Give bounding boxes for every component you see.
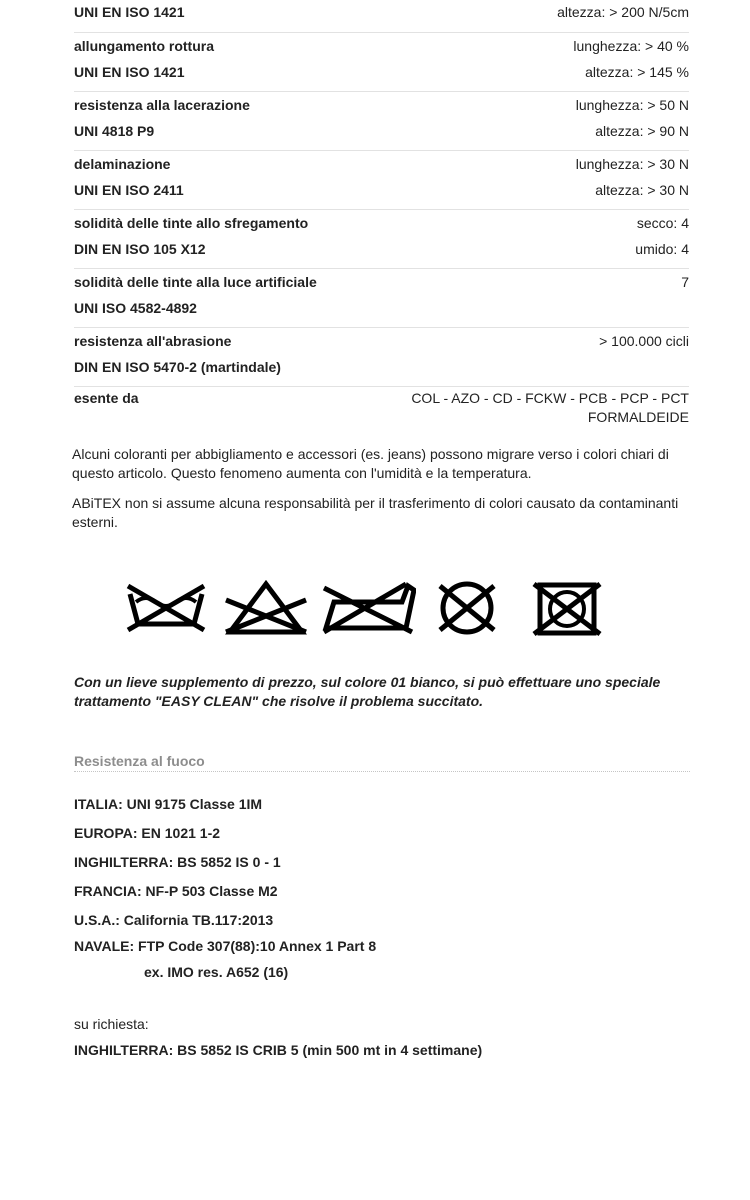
spec-label: resistenza alla lacerazione (74, 97, 250, 113)
no-iron-icon (320, 580, 416, 636)
spec-label: delaminazione (74, 156, 171, 172)
no-tumble-dry-icon (530, 580, 604, 636)
spec-label: esente da (74, 390, 139, 406)
fire-usa: U.S.A.: California TB.117:2013 (74, 912, 274, 928)
spec-row (74, 387, 689, 433)
spec-value: altezza: > 200 N/5cm (557, 4, 689, 20)
spec-value: lunghezza: > 40 % (573, 38, 689, 54)
spec-value: COL - AZO - CD - FCKW - PCB - PCP - PCT (411, 390, 689, 406)
fire-navale: NAVALE: FTP Code 307(88):10 Annex 1 Part 8 (74, 938, 377, 954)
spec-value: secco: 4 (636, 215, 689, 231)
fire-inghilterra: INGHILTERRA: BS 5852 IS 0 - 1 (74, 854, 281, 870)
fire-italia-value: : UNI 9175 Classe 1IM (118, 796, 263, 812)
spec-value: lunghezza: > 30 N (575, 156, 689, 172)
spec-row (74, 269, 689, 328)
fire-resistance-heading: Resistenza al fuoco (74, 753, 690, 772)
spec-value: umido: 4 (635, 241, 689, 257)
spec-value: altezza: > 90 N (595, 123, 689, 139)
spec-row (74, 92, 689, 151)
spec-standard: UNI ISO 4582-4892 (74, 300, 197, 316)
spec-value: > 100.000 cicli (599, 333, 689, 349)
fire-europa: EUROPA: EN 1021 1-2 (74, 825, 221, 841)
spec-row (74, 0, 689, 33)
on-request-label: su richiesta: (74, 1016, 149, 1032)
spec-label: resistenza all'abrasione (74, 333, 232, 349)
spec-table (74, 0, 689, 433)
no-dry-clean-icon (432, 580, 502, 636)
spec-standard: UNI EN ISO 1421 (74, 64, 185, 80)
no-bleach-icon (224, 580, 308, 636)
fire-italia (74, 796, 262, 812)
spec-value: FORMALDEIDE (587, 409, 689, 425)
spec-row (74, 210, 689, 269)
spec-standard: DIN EN ISO 105 X12 (74, 241, 206, 257)
spec-label: solidità delle tinte allo sfregamento (74, 215, 309, 231)
fire-francia: FRANCIA: NF-P 503 Classe M2 (74, 883, 278, 899)
spec-value: lunghezza: > 50 N (575, 97, 689, 113)
spec-row (74, 33, 689, 92)
spec-standard: UNI EN ISO 2411 (74, 182, 184, 198)
spec-value: altezza: > 30 N (595, 182, 689, 198)
liability-note: ABiTEX non si assume alcuna responsabilità per il trasferimento di colori causato da contaminanti esterni. (72, 495, 679, 530)
spec-row (74, 328, 689, 387)
spec-label: UNI EN ISO 1421 (74, 4, 185, 20)
spec-label: allungamento rottura (74, 38, 215, 54)
spec-value: 7 (681, 274, 689, 290)
fire-on-request: INGHILTERRA: BS 5852 IS CRIB 5 (min 500 mt in 4 settimane) (74, 1042, 483, 1058)
spec-standard: UNI 4818 P9 (74, 123, 155, 139)
fire-italia-label: ITALIA (74, 796, 119, 812)
spec-standard: DIN EN ISO 5470-2 (martindale) (74, 359, 281, 375)
easy-clean-note: Con un lieve supplemento di prezzo, sul colore 01 bianco, si può effettuare uno speciale trattamento "EASY CLEAN" che risolve il problema succitato. (74, 674, 661, 709)
spec-row (74, 151, 689, 210)
color-migration-note: Alcuni coloranti per abbigliamento e accessori (es. jeans) possono migrare verso i colori chiari di questo articolo. Questo fenomeno aumenta con l'umidità e la temperatura. (72, 446, 669, 481)
no-wash-icon (124, 580, 212, 636)
spec-label: solidità delle tinte alla luce artificiale (74, 274, 317, 290)
fire-navale-ex: ex. IMO res. A652 (16) (144, 964, 289, 980)
spec-value: altezza: > 145 % (585, 64, 689, 80)
